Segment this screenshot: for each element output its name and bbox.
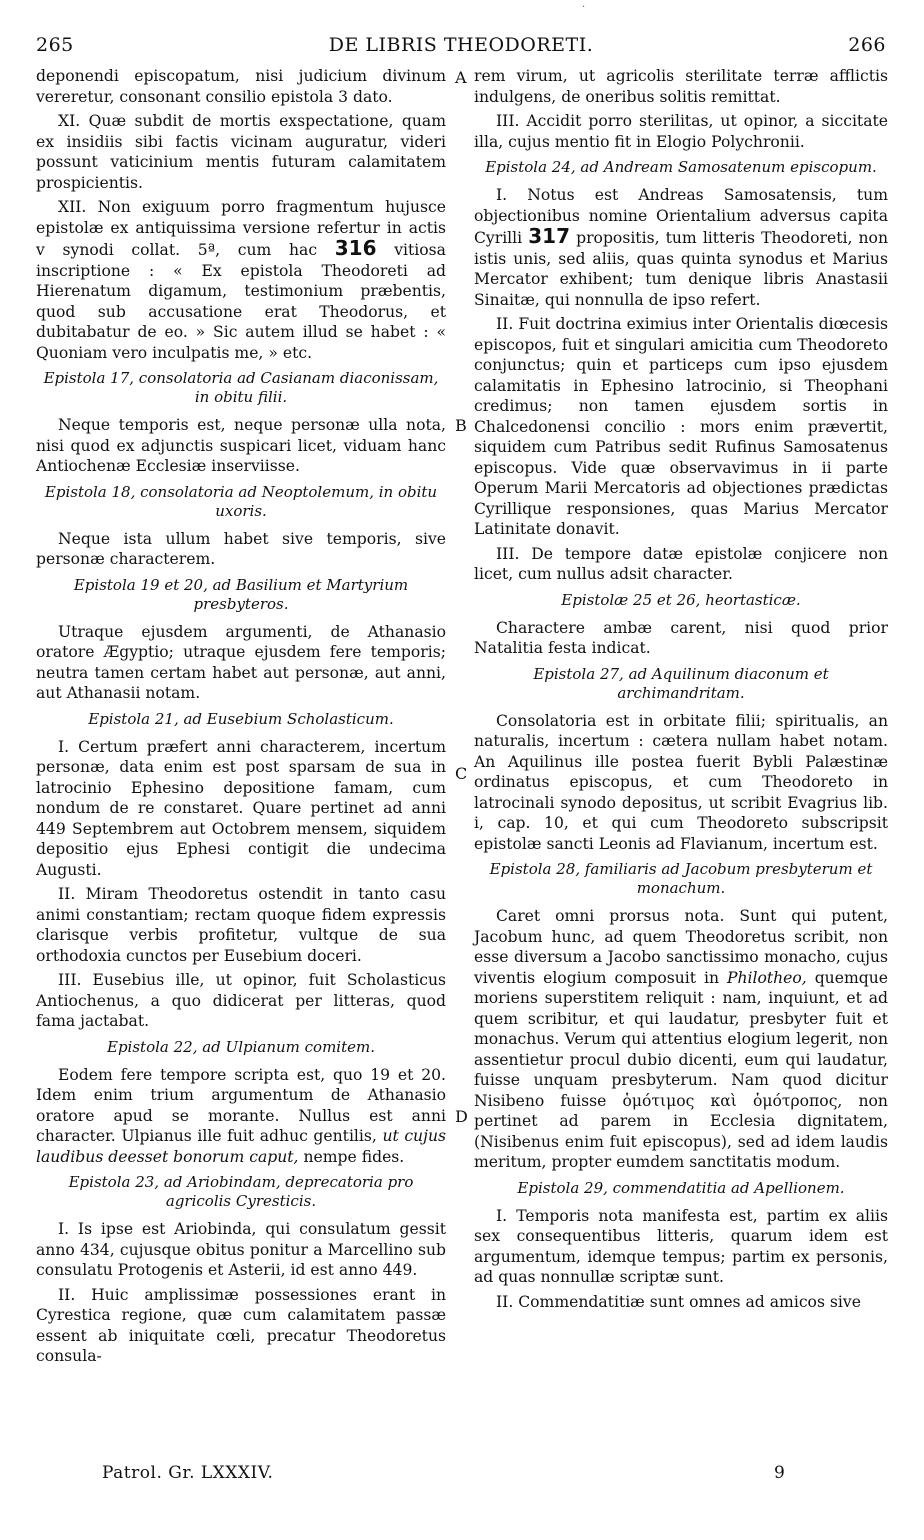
paragraph: Charactere ambæ carent, nisi quod prior Natalitia festa indicat. [474,618,888,657]
paragraph: Consolatoria est in orbitate filii; spiritualis, an naturalis, incertum : cætera nullam habet notam. An Aquilinus ille postea fuerit Bybli Palæstinæ ordinatus episcopus, et cum Theodoreto in latrocinali synodo depositus, ut scribit Evagrius lib. i, cap. 10, et qui cum Theodoreto subscripsit epistolæ sancti Leonis ad Flavianum, incertum est. [474,711,888,853]
paragraph: I. Is ipse est Ariobinda, qui consulatum gessit anno 434, cujusque obitus ponitur a Marcellino sub consulatu Protogenis et Asterii, id est anno 449. [36,1220,446,1279]
paragraph: II. Miram Theodoretus ostendit in tanto casu animi constantiam; rectam quoque fidem expressis clarisque verbis profitetur, vultque de sua orthodoxia cunctos per Eusebium doceri. [36,885,446,965]
paragraph [474,185,888,310]
italic-phrase: ut cujus laudibus deesset bonorum caput, [36,1127,446,1166]
paragraph: deponendi episcopatum, nisi judicium divinum vereretur, consonant consilio epistola 3 dato. [36,67,446,106]
section-heading: Epistola 28, familiaris ad Jacobum presbyterum et monachum. [489,860,873,897]
column-number: 316 [334,236,377,260]
paragraph: III. Accidit porro sterilitas, ut opinor, a siccitate illa, cujus mentio fit in Elogio Polychronii. [474,112,888,151]
paragraph: Utraque ejusdem argumenti, de Athanasio oratore Ægyptio; utraque ejusdem fere temporis; neutra tamen certam habet aut personæ, aut anni, aut Athanasii notam. [36,622,446,702]
paragraph: I. Temporis nota manifesta est, partim ex aliis sex consequentibus litteris, quarum idem est argumentum, idemque tempus; partim ex personis, ad quas nonnullæ scriptæ sunt. [474,1206,888,1286]
right-column [474,66,888,1316]
margin-letter-d: D [455,1107,468,1126]
corner-mark: · [582,2,586,13]
paragraph: II. Huic amplissimæ possessiones erant in Cyrestica regione, quæ cum calamitatem passæ essent ab iniquitate cœli, precatur Theodoretus consula- [36,1285,446,1365]
section-heading: Epistola 24, ad Andream Samosatenum episcopum. [485,158,877,176]
paragraph-text: Eodem fere tempore scripta est, quo 19 et 20. Idem enim trium argumentum de Athanasio oratore apud se morante. Nullus est anni character. Ulpianus ille fuit adhuc gentilis, [36,1065,446,1145]
section-heading: Epistola 19 et 20, ad Basilium et Martyrium presbyteros. [73,575,409,613]
paragraph: Neque ista ullum habet sive temporis, sive personæ characterem. [36,529,446,568]
paragraph-text: Caret omni prorsus nota. Sunt qui putent, Jacobum hunc, ad quem Theodoretus scribit, non esse diversum a Jacobo sanctissimo monacho, cujus viventis elogium composuit in [474,907,888,987]
paragraph-text: I. Notus est Andreas Samosatensis, tum objectionibus nomine Orientalium adversus capita Cyrilli [474,186,888,247]
paragraph: II. Commendatitiæ sunt omnes ad amicos sive [496,1292,861,1311]
paragraph-text: quemque moriens superstitem reliquit : nam, inquiunt, et ad quem scribitur, et qui laudatur, presbyter fuit et monachus. Verum qui attentius elogium legerit, non assentietur procul dubio dicenti, eum qui laudatur, fuisse unquam presbyterum. Nam quod dicitur Nisibeno fuisse [474,968,888,1110]
greek-phrase: ὁμότιμος καὶ ὁμότροπος, [622,1091,843,1110]
section-heading: Epistola 22, ad Ulpianum comitem. [107,1037,375,1056]
page-number-right: 266 [848,34,886,56]
paragraph: Neque temporis est, neque personæ ulla nota, nisi quod ex adjunctis suspicari licet, viduam hanc Antiochenæ Ecclesiæ inserviisse. [36,416,446,475]
section-heading: Epistola 23, ad Ariobindam, deprecatoria pro agricolis Cyresticis. [68,1173,414,1210]
paragraph-text: propositis, tum litteris Theodoreti, non istis unis, sed aliis, quas quinta synodus et Marius Mercator exhibent; tum denique libris Anastasii Sinaitæ, qui nonnulla de ipso refert. [474,229,888,309]
margin-letter-a: A [455,68,467,87]
section-heading: Epistolæ 25 et 26, heortasticæ. [561,590,801,609]
left-column [36,66,446,1371]
paragraph-text: XII. Non exiguum porro fragmentum hujusce epistolæ ex antiquissima versione refertur in actis v synodi collat. 5ª, cum hac [36,198,446,259]
column-number: 317 [528,224,571,248]
paragraph [474,906,888,1173]
footer-series: Patrol. Gr. LXXXIV. [102,1463,274,1483]
paragraph: III. De tempore datæ epistolæ conjicere non licet, cum nullus adsit character. [474,544,888,583]
margin-letter-c: C [455,764,468,783]
running-header [36,34,886,60]
paragraph: XI. Quæ subdit de mortis exspectatione, quam ex insidiis sibi factis vicinam auguratur, videri possunt vaticinium mentis futuram calamitatem prospicientis. [36,112,446,192]
section-heading: Epistola 18, consolatoria ad Neoptolemum, in obitu uxoris. [44,482,438,520]
paragraph-text: nempe fides. [303,1147,405,1166]
page-number-left: 265 [36,34,74,56]
section-heading: Epistola 21, ad Eusebium Scholasticum. [88,709,394,728]
paragraph-text: vitiosa inscriptione : « Ex epistola Theodoreti ad Hierenatum digamum, testimonium præbentis, quod sub accusatione erat Theodorus, et dubitabatur de eo. » Sic autem illud se habet : « Quoniam vero inculpatis me, » etc. [36,241,446,362]
running-title: DE LIBRIS THEODORETI. [328,34,594,56]
section-heading: Epistola 29, commendatitia ad Apellionem. [517,1178,845,1197]
paragraph: rem virum, ut agricolis sterilitate terræ afflictis indulgens, de oneribus solitis remittat. [474,67,888,106]
paragraph: III. Eusebius ille, ut opinor, fuit Scholasticus Antiochenus, a quo didicerat per litteras, quod fama jactabat. [36,971,446,1030]
section-heading: Epistola 17, consolatoria ad Casianam diaconissam, in obitu filii. [43,369,439,406]
paragraph [36,197,446,363]
section-heading: Epistola 27, ad Aquilinum diaconum et archimandritam. [533,664,829,702]
paragraph: II. Fuit doctrina eximius inter Orientalis diœcesis episcopos, fuit et singulari amicitia cum Theodoreto conjunctus; quin et particeps cum ipso ejusdem calamitatis in Ephesino latrocinio, si Theophani credimus; non tamen ejusdem sortis in Chalcedonensi concilio : mors enim prævertit, siquidem cum Patribus sedit Rufinus Samosatenus episcopus. Vide quæ observavimus in ii parte Operum Marii Mercatoris ad objectiones prædictas Cyrillique responsiones, quas Marius Mercator Latinitate donavit. [474,315,888,538]
paragraph [36,1065,446,1168]
margin-letter-b: B [455,416,467,435]
italic-phrase: Philotheo, [726,968,807,987]
paragraph: I. Certum præfert anni characterem, incertum personæ, data enim est post sparsam de sua in latrocinio Ephesino depositione famam, cum nondum de re constaret. Quare pertinet ad anni 449 Septembrem aut Octobrem mensem, siquidem depositio ejus Ephesi contigit die undecima Augusti. [36,737,446,879]
paragraph-text: non pertinet ad parem in Ecclesia dignitatem, (Nisibenus enim fuit episcopus), sed ad idem laudis meritum, propter eumdem sanctitatis modum. [474,1091,888,1171]
footer-signature: 9 [774,1463,786,1483]
